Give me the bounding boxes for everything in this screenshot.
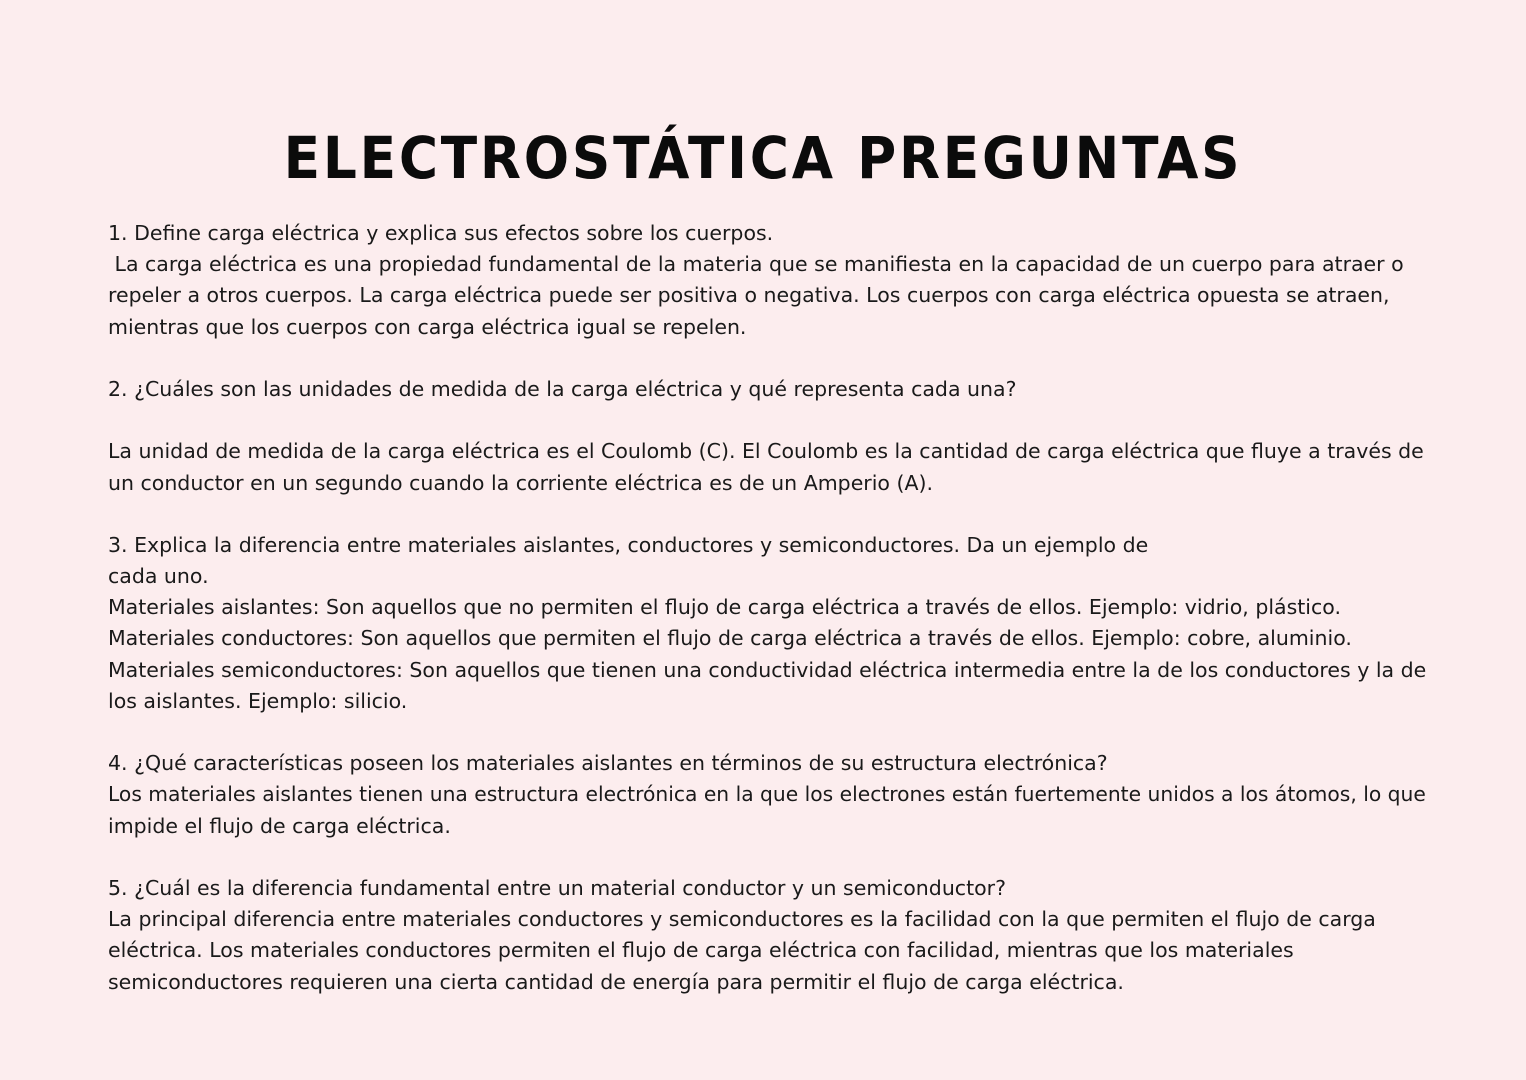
paragraph-gap [108, 405, 1426, 436]
text-line: repeler a otros cuerpos. La carga eléctrica puede ser positiva o negativa. Los cuerpos con carga eléctrica opuesta se atraen, [108, 283, 1390, 308]
text-line: Materiales conductores: Son aquellos que permiten el flujo de carga eléctrica a través de ellos. Ejemplo: cobre, aluminio. [108, 626, 1352, 651]
text-line: 1. Define carga eléctrica y explica sus efectos sobre los cuerpos. [108, 221, 774, 245]
text-line: Los materiales aislantes tienen una estructura electrónica en la que los electrones están fuertemente unidos a los átomos, lo que [108, 782, 1426, 807]
text-line: La principal diferencia entre materiales conductores y semiconductores es la facilidad con la que permiten el flujo de carga [108, 907, 1376, 932]
text-line: La carga eléctrica es una propiedad fundamental de la materia que se manifiesta en la capacidad de un cuerpo para atraer o [108, 252, 1404, 277]
text-line: cada uno. [108, 564, 209, 589]
section-question-2 [108, 374, 1426, 405]
page-title: ELECTROSTÁTICA PREGUNTAS [283, 124, 1243, 192]
text-line: Materiales aislantes: Son aquellos que no permiten el flujo de carga eléctrica a través de ellos. Ejemplo: vidrio, plástico. [108, 595, 1341, 620]
section-question-3 [108, 530, 1426, 717]
paragraph-gap [108, 717, 1426, 748]
text-line: 5. ¿Cuál es la diferencia fundamental entre un material conductor y un semiconductor? [108, 875, 1006, 900]
document-body [108, 218, 1426, 998]
section-question-5 [108, 873, 1426, 998]
text-line: 3. Explica la diferencia entre materiales aislantes, conductores y semiconductores. Da un ejemplo de [108, 532, 1149, 557]
text-line: los aislantes. Ejemplo: silicio. [108, 688, 408, 713]
text-line: mientras que los cuerpos con carga eléctrica igual se repelen. [108, 314, 747, 339]
text-line: Materiales semiconductores: Son aquellos que tienen una conductividad eléctrica intermedia entre la de los conductores y la de [108, 657, 1427, 682]
text-line: un conductor en un segundo cuando la corriente eléctrica es de un Amperio (A). [108, 470, 934, 495]
text-line: 4. ¿Qué características poseen los materiales aislantes en términos de su estructura electrónica? [108, 751, 1108, 776]
section-answer-2 [108, 436, 1426, 498]
text-line: semiconductores requieren una cierta cantidad de energía para permitir el flujo de carga eléctrica. [108, 969, 1124, 994]
section-question-1 [108, 218, 1426, 343]
text-line: La unidad de medida de la carga eléctrica es el Coulomb (C). El Coulomb es la cantidad de carga eléctrica que fluye a través de [108, 439, 1424, 464]
section-question-4 [108, 748, 1426, 842]
text-line: impide el flujo de carga eléctrica. [108, 813, 451, 838]
paragraph-gap [108, 343, 1426, 374]
text-line: eléctrica. Los materiales conductores permiten el flujo de carga eléctrica con facilidad, mientras que los materiales [108, 938, 1294, 963]
text-line: 2. ¿Cuáles son las unidades de medida de la carga eléctrica y qué representa cada una? [108, 376, 1017, 401]
paragraph-gap [108, 499, 1426, 530]
paragraph-gap [108, 842, 1426, 873]
